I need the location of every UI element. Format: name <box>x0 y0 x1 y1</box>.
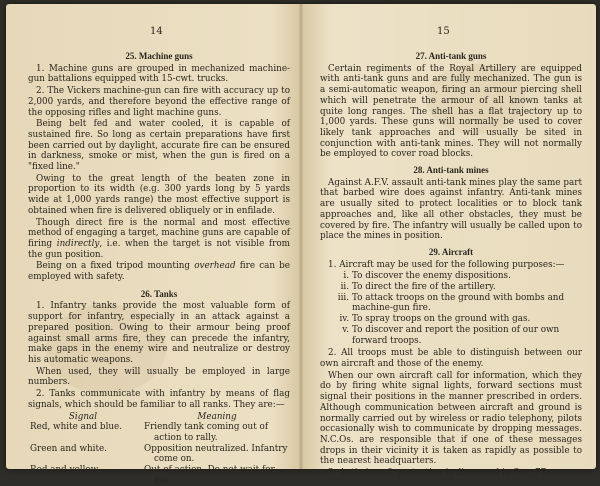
section-heading-machine-guns: 25. Machine guns <box>28 51 290 62</box>
page-number: 15 <box>437 26 450 37</box>
list-item: i. To discover the enemy dispositions. <box>330 271 582 282</box>
paragraph: Though direct fire is the normal and most effective method of engaging a target, machine guns are capable of firing indirectly, i.e. when the target is not visible from the gun position. <box>28 218 290 261</box>
signal-cell: Red, white and blue. <box>28 422 138 443</box>
section-heading-anti-tank-mines: 28. Anti-tank mines <box>320 165 582 176</box>
paragraph: Against A.F.V. assault anti-tank mines play the same part that barbed wire does against infantry. Anti-tank mines are usually sited to protect localities or to block tank approaches and, like all other obstacles, they must be covered by fire. The infantry will usually be called upon to place the mines in position. <box>320 178 582 242</box>
paragraph: 2. Tanks communicate with infantry by means of flag signals, which should be familiar to all ranks. They are:— <box>28 389 290 410</box>
open-book <box>6 4 596 469</box>
section-heading-tanks: 26. Tanks <box>28 289 290 300</box>
signal-cell: Red and yellow. <box>28 465 138 486</box>
paragraph: Being belt fed and water cooled, it is capable of sustained fire. So long as certain preparations have first been carried out by daylight, accurate fire can be ensured in darkness, smoke or mist, when the gun is fired on a "fixed line." <box>28 119 290 173</box>
paragraph: 1. Machine guns are grouped in mechanized machine-gun battalions equipped with 15-cwt. trucks. <box>28 64 290 85</box>
paragraph: 1. Aircraft may be used for the following purposes:— <box>320 260 582 271</box>
paragraph: 1. Infantry tanks provide the most valuable form of support for infantry, especially in an attack against a prepared position. Owing to their armour being proof against small arms fire, they can precede the infantry, make gaps in the enemy wire and neutralize or destroy his automatic weapons. <box>28 301 290 365</box>
list-item: iii. To attack troops on the ground with bombs and machine-gun fire. <box>330 293 582 314</box>
signal-column-header: Signal <box>28 412 138 423</box>
section-heading-aircraft: 29. Aircraft <box>320 247 582 258</box>
meaning-cell: Opposition neutralized. Infantry come on. <box>144 444 290 465</box>
paragraph: 3. Anti-aircraft protection is discussed in Sec. 77. <box>320 468 582 479</box>
list-item: v. To discover and report the position of our own forward troops. <box>330 325 582 346</box>
meaning-cell: Friendly tank coming out of action to rally. <box>144 422 290 443</box>
paragraph: Certain regiments of the Royal Artillery are equipped with anti-tank guns and are fully mechanized. The gun is a semi-automatic weapon, firing an armour piercing shell which will penetrate the armour of all known tanks at quite long ranges. The shell has a flat trajectory up to 1,000 yards. These guns will normally be used to cover likely tank approaches and will usually be sited in conjunction with anti-tank mines. They will not normally be employed to cover road blocks. <box>320 64 582 160</box>
paragraph: Being on a fixed tripod mounting overhead fire can be employed with safety. <box>28 261 290 282</box>
right-page-content <box>320 48 582 480</box>
paragraph: When used, they will usually be employed in large numbers. <box>28 367 290 388</box>
purposes-list <box>320 271 582 346</box>
paragraph: Owing to the great length of the beaten zone in proportion to its width (e.g. 300 yards long by 5 yards wide at 1,000 yards range) the most effective support is obtained when fire is delivered obliquely or in enfilade. <box>28 174 290 217</box>
right-page <box>320 4 582 469</box>
paragraph: When our own aircraft call for information, which they do by firing white signal lights, forward sections must signal their positions in the manner prescribed in orders. Although communication between aircraft and ground is normally carried out by wireless or radio telephony, pilots occasionally wish to communicate by dropping messages. N.C.Os. are responsible that if one of these messages drops in their vicinity it is taken as rapidly as possible to the nearest headquarters. <box>320 371 582 467</box>
meaning-column-header: Meaning <box>144 412 290 423</box>
list-item: ii. To direct the fire of the artillery. <box>330 282 582 293</box>
section-heading-anti-tank-guns: 27. Anti-tank guns <box>320 51 582 62</box>
page-number: 14 <box>150 26 163 37</box>
meaning-cell: Out of action. Do not wait for me. <box>144 465 290 486</box>
signal-cell: Green and white. <box>28 444 138 465</box>
left-page-content <box>28 48 290 486</box>
left-page <box>28 4 290 469</box>
paragraph: 2. All troops must be able to distinguish between our own aircraft and those of the enemy. <box>320 348 582 369</box>
list-item: iv. To spray troops on the ground with gas. <box>330 314 582 325</box>
signal-table <box>28 412 290 486</box>
paragraph: 2. The Vickers machine-gun can fire with accuracy up to 2,000 yards, and therefore beyond the effective range of the opposing rifles and light machine guns. <box>28 86 290 118</box>
